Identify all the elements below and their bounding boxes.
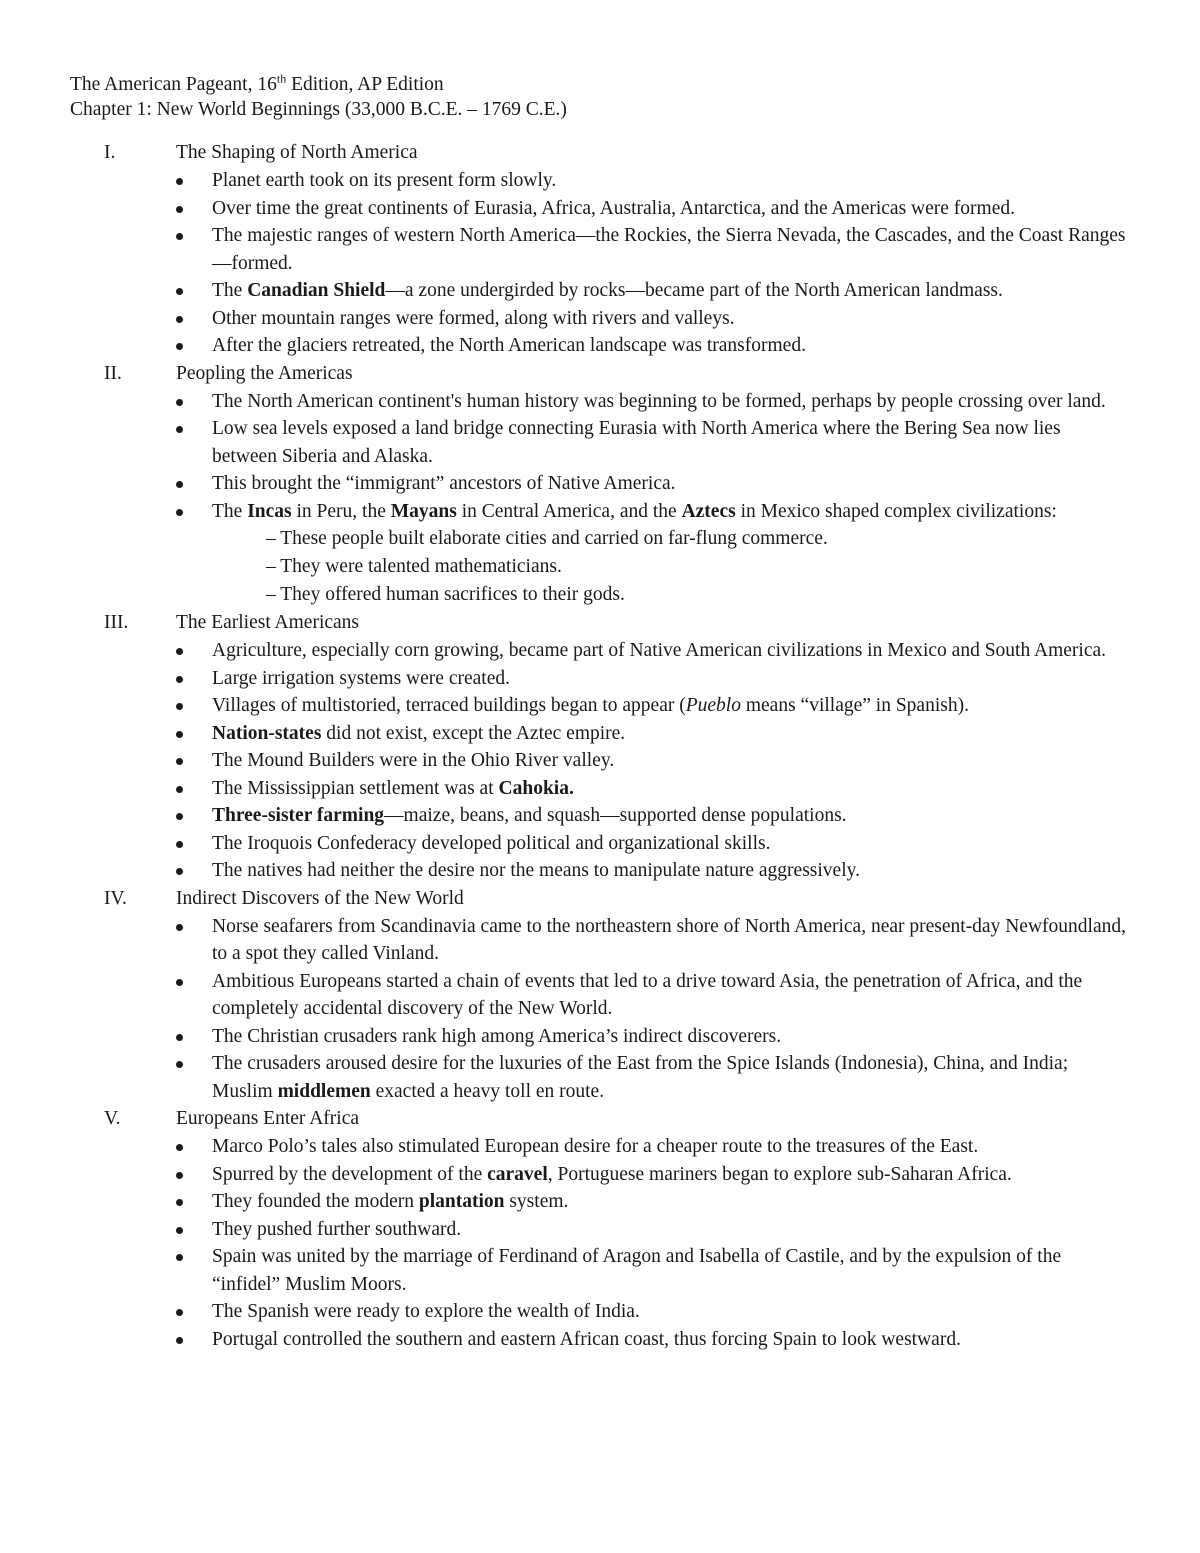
bullet-text: , Portuguese mariners began to explore sub-Saharan Africa.	[547, 1163, 1012, 1185]
bullet-text: —a zone undergirded by rocks—became part of the North American landmass.	[385, 280, 1003, 301]
bullet-text: The Mississippian settlement was at	[212, 777, 499, 799]
bullet-text: Portugal controlled the southern and eastern African coast, thus forcing Spain to look westward.	[212, 1328, 961, 1350]
bullet-text: After the glaciers retreated, the North American landscape was transformed.	[212, 335, 806, 356]
bullet-text: Spain was united by the marriage of Ferdinand of Aragon and Isabella of Castile, and by the expulsion of the “infidel” Muslim Moors.	[212, 1246, 1062, 1295]
bullet-item	[0, 332, 1200, 360]
bullet-text: exacted a heavy toll en route.	[370, 1080, 605, 1102]
section-title: Peopling the Americas	[176, 362, 353, 384]
bullet-text: system.	[504, 1191, 569, 1212]
bullet-text: The North American continent's human history was beginning to be formed, perhaps by people crossing over land.	[212, 390, 1106, 412]
bullet-item	[0, 830, 1200, 858]
bullet-list	[0, 388, 1200, 526]
bullet-list	[0, 167, 1200, 360]
section-numeral: III.	[104, 612, 129, 633]
bullet-item	[0, 277, 1200, 305]
bullet-item	[0, 222, 1200, 277]
bullet-text: Other mountain ranges were formed, along with rivers and valleys.	[212, 307, 735, 329]
bullet-item	[0, 1161, 1200, 1189]
bullet-item	[0, 720, 1200, 748]
key-term: Nation-states	[212, 722, 322, 744]
bullet-item	[0, 1298, 1200, 1326]
bullet-item	[0, 470, 1200, 498]
section-heading	[0, 360, 1200, 388]
bullet-item	[0, 195, 1200, 223]
bullet-item	[0, 415, 1200, 470]
bullet-item	[0, 388, 1200, 416]
sub-item: – They offered human sacrifices to their gods.	[266, 584, 625, 605]
bullet-text: The Iroquois Confederacy developed political and organizational skills.	[212, 832, 771, 854]
section-title: The Earliest Americans	[176, 612, 360, 633]
section-heading	[0, 1105, 1200, 1133]
bullet-text: Marco Polo’s tales also stimulated European desire for a cheaper route to the treasures of the East.	[212, 1136, 979, 1157]
bullet-list	[0, 637, 1200, 885]
key-term: middlemen	[277, 1080, 371, 1102]
bullet-text: in Central America, and the	[456, 500, 682, 522]
bullet-text: Ambitious Europeans started a chain of events that led to a drive toward Asia, the penetration of Africa, and the completely accidental discovery of the New World.	[212, 970, 1083, 1019]
key-term: Cahokia.	[498, 777, 574, 799]
bullet-text: Over time the great continents of Eurasia, Africa, Australia, Antarctica, and the Americas were formed.	[212, 197, 1015, 219]
bullet-item	[0, 498, 1200, 526]
key-term: plantation	[418, 1191, 505, 1212]
bullet-text: Low sea levels exposed a land bridge connecting Eurasia with North America where the Bering Sea now lies between Siberia and Alaska.	[212, 418, 1061, 467]
bullet-text: The majestic ranges of western North America—the Rockies, the Sierra Nevada, the Cascades, and the Coast Ranges—formed.	[212, 225, 1126, 274]
bullet-text: They founded the modern	[212, 1191, 419, 1212]
bullet-item	[0, 747, 1200, 775]
bullet-item	[0, 1243, 1200, 1298]
bullet-item	[0, 968, 1200, 1023]
sub-item: – These people built elaborate cities and carried on far-flung commerce.	[266, 528, 828, 549]
outline	[0, 139, 1200, 1353]
bullet-text: The	[212, 280, 248, 301]
section-numeral: V.	[104, 1108, 121, 1129]
bullet-text: did not exist, except the Aztec empire.	[321, 722, 626, 744]
section-heading	[0, 609, 1200, 637]
bullet-text: Agriculture, especially corn growing, became part of Native American civilizations in Mexico and South America.	[212, 640, 1107, 661]
bullet-text: The crusaders aroused desire for the luxuries of the East from the Spice Islands (Indonesia), China, and India; Muslim	[212, 1053, 1069, 1102]
bullet-text: The natives had neither the desire nor the means to manipulate nature aggressively.	[212, 860, 860, 881]
bullet-text: The Mound Builders were in the Ohio River valley.	[212, 750, 615, 771]
bullet-item	[0, 1216, 1200, 1244]
bullet-text: in Mexico shaped complex civilizations:	[735, 500, 1057, 522]
italic-term: Pueblo	[685, 695, 741, 716]
bullet-text: They pushed further southward.	[212, 1218, 462, 1240]
bullet-text: in Peru, the	[291, 500, 391, 522]
section-title: Europeans Enter Africa	[176, 1108, 360, 1129]
bullet-item	[0, 913, 1200, 968]
bullet-item	[0, 1326, 1200, 1354]
key-term: Three-sister farming	[212, 805, 385, 826]
key-term: Aztecs	[681, 500, 736, 522]
bullet-item	[0, 305, 1200, 333]
section-title: The Shaping of North America	[176, 142, 418, 163]
bullet-item	[0, 692, 1200, 720]
key-term: caravel	[487, 1163, 548, 1185]
sub-list	[0, 525, 1200, 609]
bullet-item	[0, 1188, 1200, 1216]
bullet-item	[0, 857, 1200, 885]
bullet-text: Large irrigation systems were created.	[212, 667, 510, 689]
outline-section	[0, 1105, 1200, 1353]
bullet-item	[0, 1023, 1200, 1051]
key-term: Canadian Shield	[247, 280, 386, 301]
key-term: Incas	[247, 500, 292, 522]
bullet-text: Spurred by the development of the	[212, 1163, 488, 1185]
bullet-item	[0, 1050, 1200, 1105]
bullet-item	[0, 1133, 1200, 1161]
document-header	[70, 72, 567, 122]
outline-section	[0, 885, 1200, 1106]
bullet-text: This brought the “immigrant” ancestors of Native America.	[212, 473, 676, 494]
bullet-item	[0, 775, 1200, 803]
bullet-item	[0, 802, 1200, 830]
book-title: The American Pageant, 16th Edition, AP Edition	[70, 71, 444, 95]
bullet-list	[0, 913, 1200, 1106]
bullet-text: The Christian crusaders rank high among America’s indirect discoverers.	[212, 1025, 782, 1047]
bullet-item	[0, 167, 1200, 195]
bullet-text: Planet earth took on its present form slowly.	[212, 170, 557, 191]
bullet-text: The Spanish were ready to explore the wealth of India.	[212, 1301, 640, 1322]
bullet-item	[0, 637, 1200, 665]
section-heading	[0, 885, 1200, 913]
bullet-text: —maize, beans, and squash—supported dense populations.	[384, 805, 847, 826]
section-numeral: II.	[104, 362, 122, 384]
bullet-item	[0, 665, 1200, 693]
sub-item: – They were talented mathematicians.	[266, 556, 562, 577]
section-numeral: IV.	[104, 887, 127, 909]
bullet-text: means “village” in Spanish).	[740, 695, 969, 716]
key-term: Mayans	[390, 500, 457, 522]
outline-section	[0, 609, 1200, 885]
outline-section	[0, 139, 1200, 360]
bullet-list	[0, 1133, 1200, 1353]
section-title: Indirect Discovers of the New World	[176, 887, 464, 909]
bullet-text: The	[212, 500, 248, 522]
section-heading	[0, 139, 1200, 167]
bullet-text: Norse seafarers from Scandinavia came to the northeastern shore of North America, near present-day Newfoundland, to a spot they called Vinland.	[212, 915, 1126, 964]
section-numeral: I.	[104, 142, 116, 163]
chapter-title: Chapter 1: New World Beginnings (33,000 B.C.E. – 1769 C.E.)	[70, 99, 567, 120]
outline-section	[0, 360, 1200, 610]
bullet-text: Villages of multistoried, terraced buildings began to appear (	[212, 695, 686, 716]
